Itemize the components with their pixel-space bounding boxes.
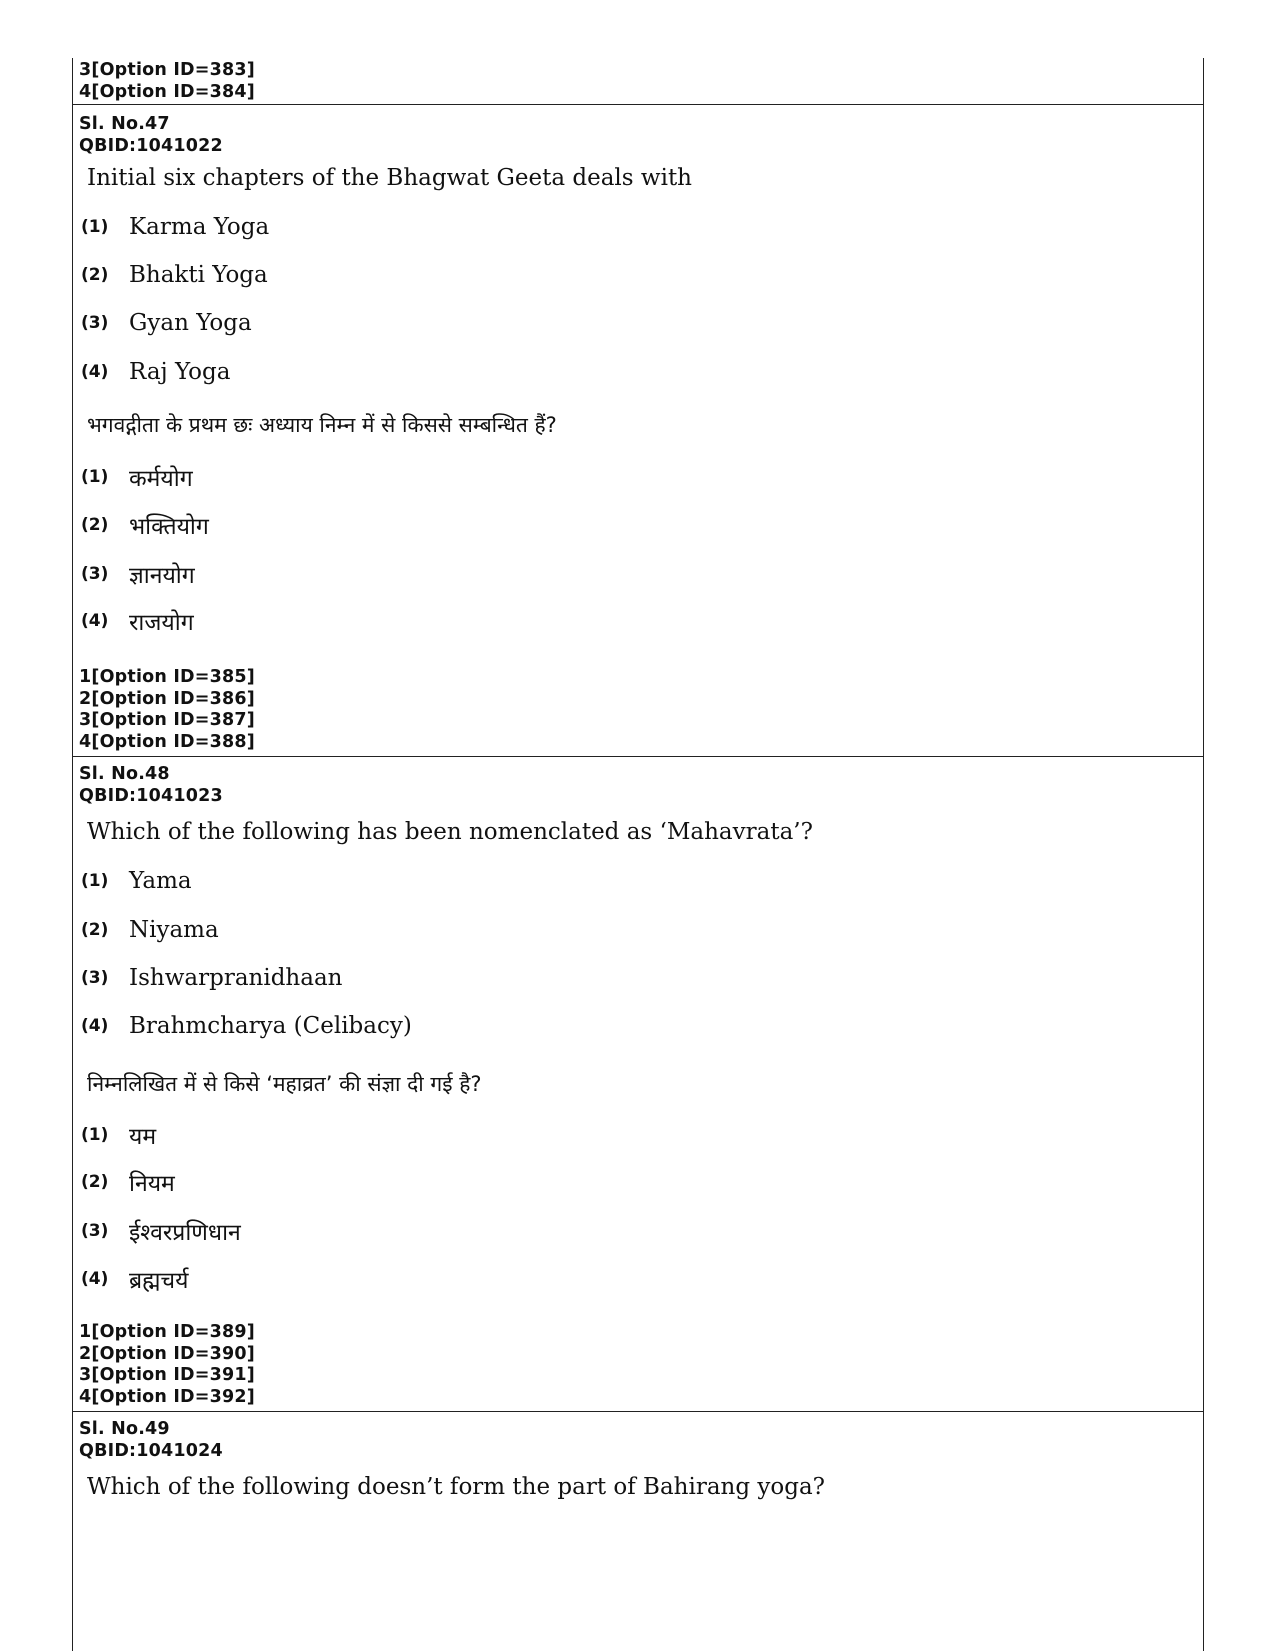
option-en-3: (3) Ishwarpranidhaan — [81, 965, 343, 991]
divider — [73, 1411, 1203, 1412]
option-hi-4: (4) राजयोग — [81, 610, 194, 636]
question-bank-id: QBID:1041022 — [79, 135, 223, 156]
option-ids — [79, 667, 1197, 753]
option-id: 3[Option ID=387] — [79, 710, 255, 730]
option-id: 3[Option ID=383] — [79, 60, 255, 80]
question-text-en: Which of the following has been nomenclated as ‘Mahavrata’? — [87, 819, 813, 845]
serial-number: Sl. No.48 — [79, 764, 170, 784]
option-hi-4: (4) ब्रह्मचर्य — [81, 1268, 189, 1294]
option-hi-2: (2) नियम — [81, 1171, 175, 1197]
question-header — [79, 114, 1197, 157]
option-en-3: (3) Gyan Yoga — [81, 310, 252, 336]
question-text-en: Initial six chapters of the Bhagwat Geeta deals with — [87, 165, 692, 191]
question-header — [79, 764, 1197, 807]
question-text-en: Which of the following doesn’t form the part of Bahirang yoga? — [87, 1474, 825, 1500]
divider — [73, 104, 1203, 105]
question-bank-id: QBID:1041024 — [79, 1440, 223, 1461]
option-en-2: (2) Bhakti Yoga — [81, 262, 268, 288]
option-en-4: (4) Raj Yoga — [81, 359, 231, 385]
option-ids — [79, 1322, 1197, 1408]
option-id: 2[Option ID=386] — [79, 688, 255, 709]
option-id: 2[Option ID=390] — [79, 1343, 255, 1364]
option-hi-2: (2) भक्तियोग — [81, 514, 209, 540]
question-text-hi: निम्नलिखित में से किसे ‘महाव्रत’ की संज्ञा दी गई है? — [87, 1072, 482, 1096]
question-paper-frame — [72, 58, 1204, 1651]
option-en-1: (1) Karma Yoga — [81, 214, 270, 240]
option-hi-3: (3) ईश्वरप्रणिधान — [81, 1220, 241, 1246]
divider — [73, 756, 1203, 757]
option-id: 1[Option ID=389] — [79, 1322, 255, 1342]
serial-number: Sl. No.49 — [79, 1419, 170, 1439]
option-id: 4[Option ID=384] — [79, 81, 255, 102]
option-hi-3: (3) ज्ञानयोग — [81, 563, 195, 589]
option-en-2: (2) Niyama — [81, 917, 219, 943]
option-en-1: (1) Yama — [81, 868, 192, 894]
option-id: 4[Option ID=388] — [79, 731, 255, 752]
option-hi-1: (1) यम — [81, 1124, 157, 1150]
option-id: 1[Option ID=385] — [79, 667, 255, 687]
question-bank-id: QBID:1041023 — [79, 785, 223, 806]
serial-number: Sl. No.47 — [79, 114, 170, 134]
option-en-4: (4) Brahmcharya (Celibacy) — [81, 1013, 412, 1039]
question-header — [79, 1419, 1197, 1462]
option-id: 3[Option ID=391] — [79, 1365, 255, 1385]
prev-option-ids — [79, 60, 1197, 103]
question-text-hi: भगवद्गीता के प्रथम छः अध्याय निम्न में से किससे सम्बन्धित हैं? — [87, 413, 557, 437]
option-hi-1: (1) कर्मयोग — [81, 466, 193, 492]
option-id: 4[Option ID=392] — [79, 1386, 255, 1407]
